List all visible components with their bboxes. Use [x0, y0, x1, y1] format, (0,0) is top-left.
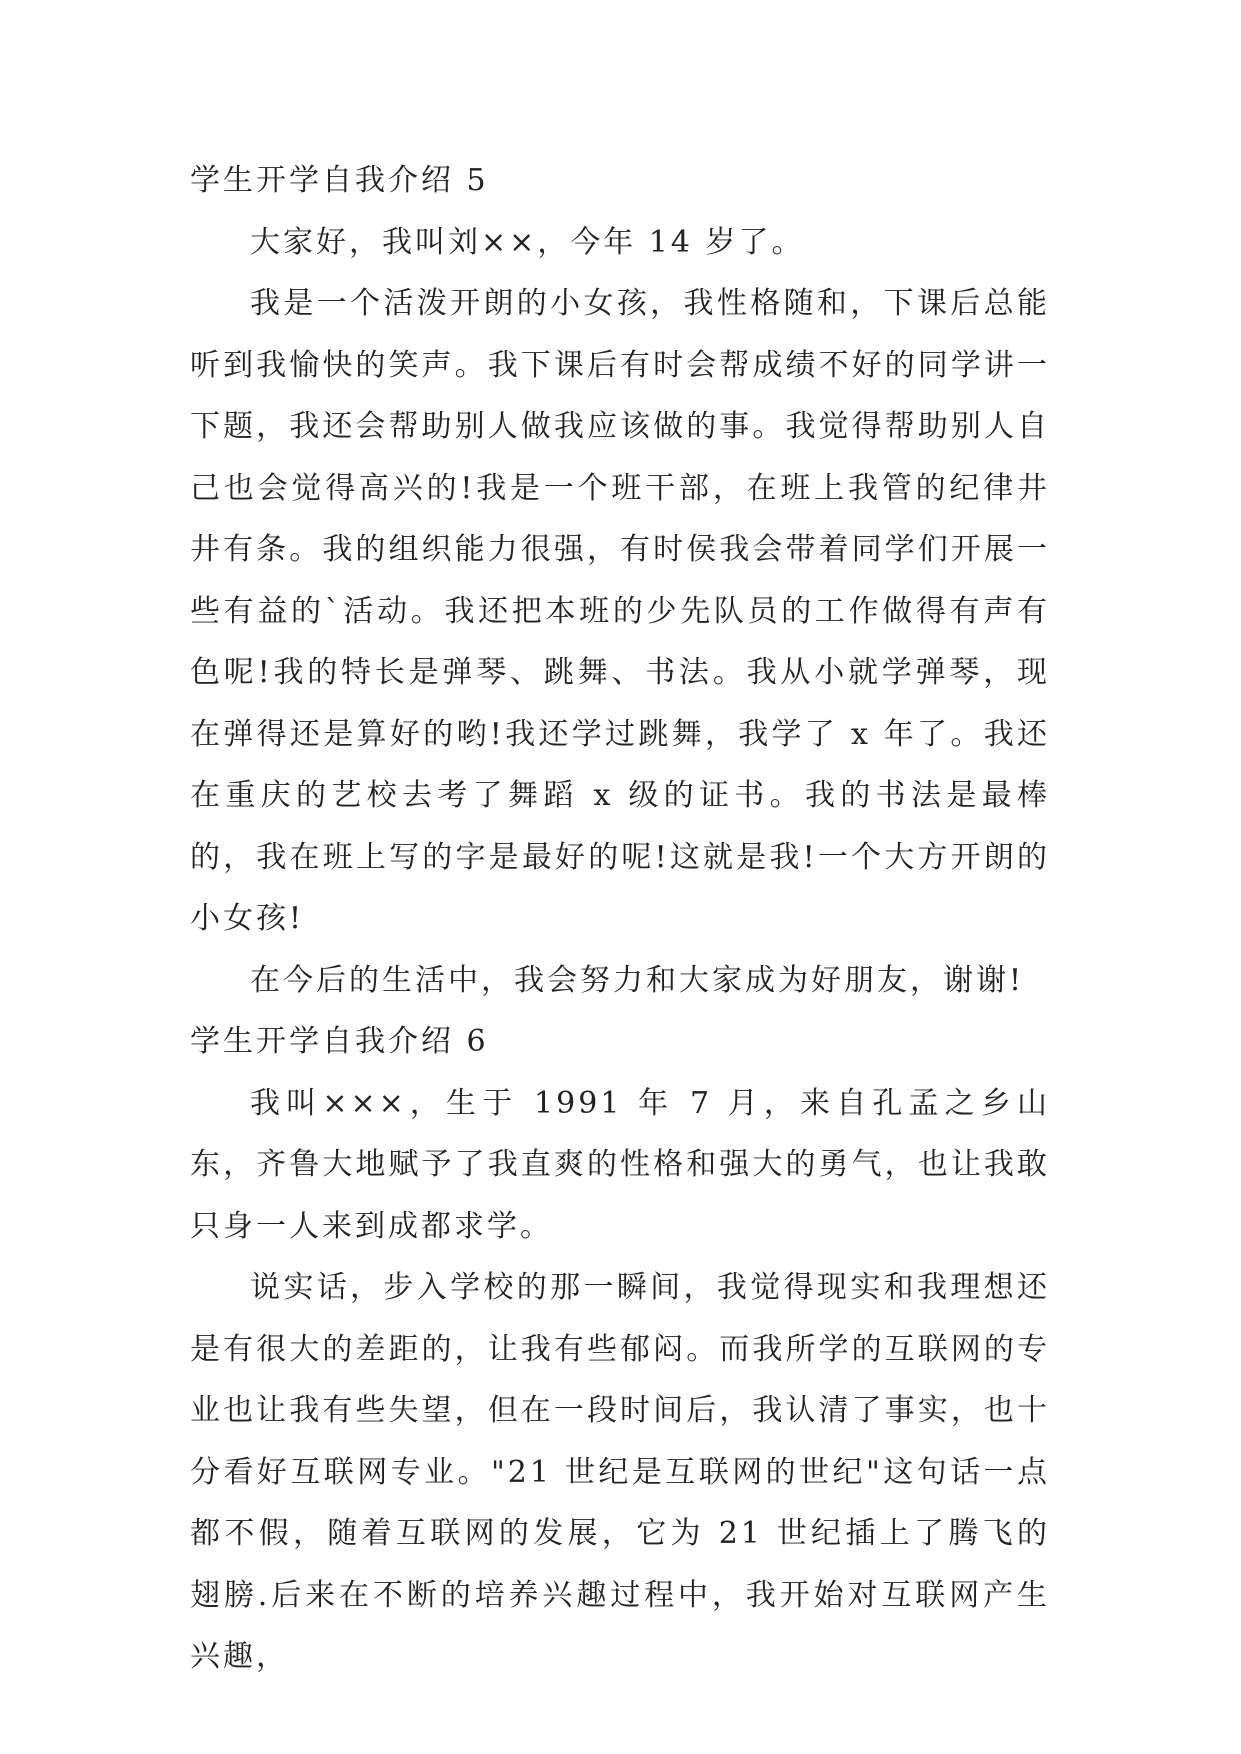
- paragraph: 我叫×××，生于 1991 年 7 月，来自孔孟之乡山东，齐鲁大地赋予了我直爽的性格和强大的勇气，也让我敢只身一人来到成都求学。: [190, 1085, 1050, 1244]
- paragraph: 在今后的生活中，我会努力和大家成为好朋友，谢谢!: [250, 962, 1025, 998]
- document-body: [190, 150, 1050, 1688]
- paragraph: 我是一个活泼开朗的小女孩，我性格随和，下课后总能听到我愉快的笑声。我下课后有时会帮成绩不好的同学讲一下题，我还会帮助别人做我应该做的事。我觉得帮助别人自己也会觉得高兴的!我是一个班干部，在班上我管的纪律井井有条。我的组织能力很强，有时侯我会带着同学们开展一些有益的`活动。我还把本班的少先队员的工作做得有声有色呢!我的特长是弹琴、跳舞、书法。我从小就学弹琴，现在弹得还是算好的哟!我还学过跳舞，我学了 x 年了。我还在重庆的艺校去考了舞蹈 x 级的证书。我的书法是最棒的，我在班上写的字是最好的呢!这就是我!一个大方开朗的小女孩!: [190, 286, 1050, 936]
- section-title: 学生开学自我介绍 5: [190, 163, 489, 198]
- paragraph: 说实话，步入学校的那一瞬间，我觉得现实和我理想还是有很大的差距的，让我有些郁闷。而我所学的互联网的专业也让我有些失望，但在一段时间后，我认清了事实，也十分看好互联网专业。"21 世纪是互联网的世纪"这句话一点都不假，随着互联网的发展，它为 21 世纪插上了腾飞的翅膀.后来在不断的培养兴趣过程中，我开始对互联网产生兴趣，: [190, 1270, 1050, 1674]
- paragraph: 大家好，我叫刘××，今年 14 岁了。: [250, 224, 805, 260]
- section-title: 学生开学自我介绍 6: [190, 1024, 489, 1059]
